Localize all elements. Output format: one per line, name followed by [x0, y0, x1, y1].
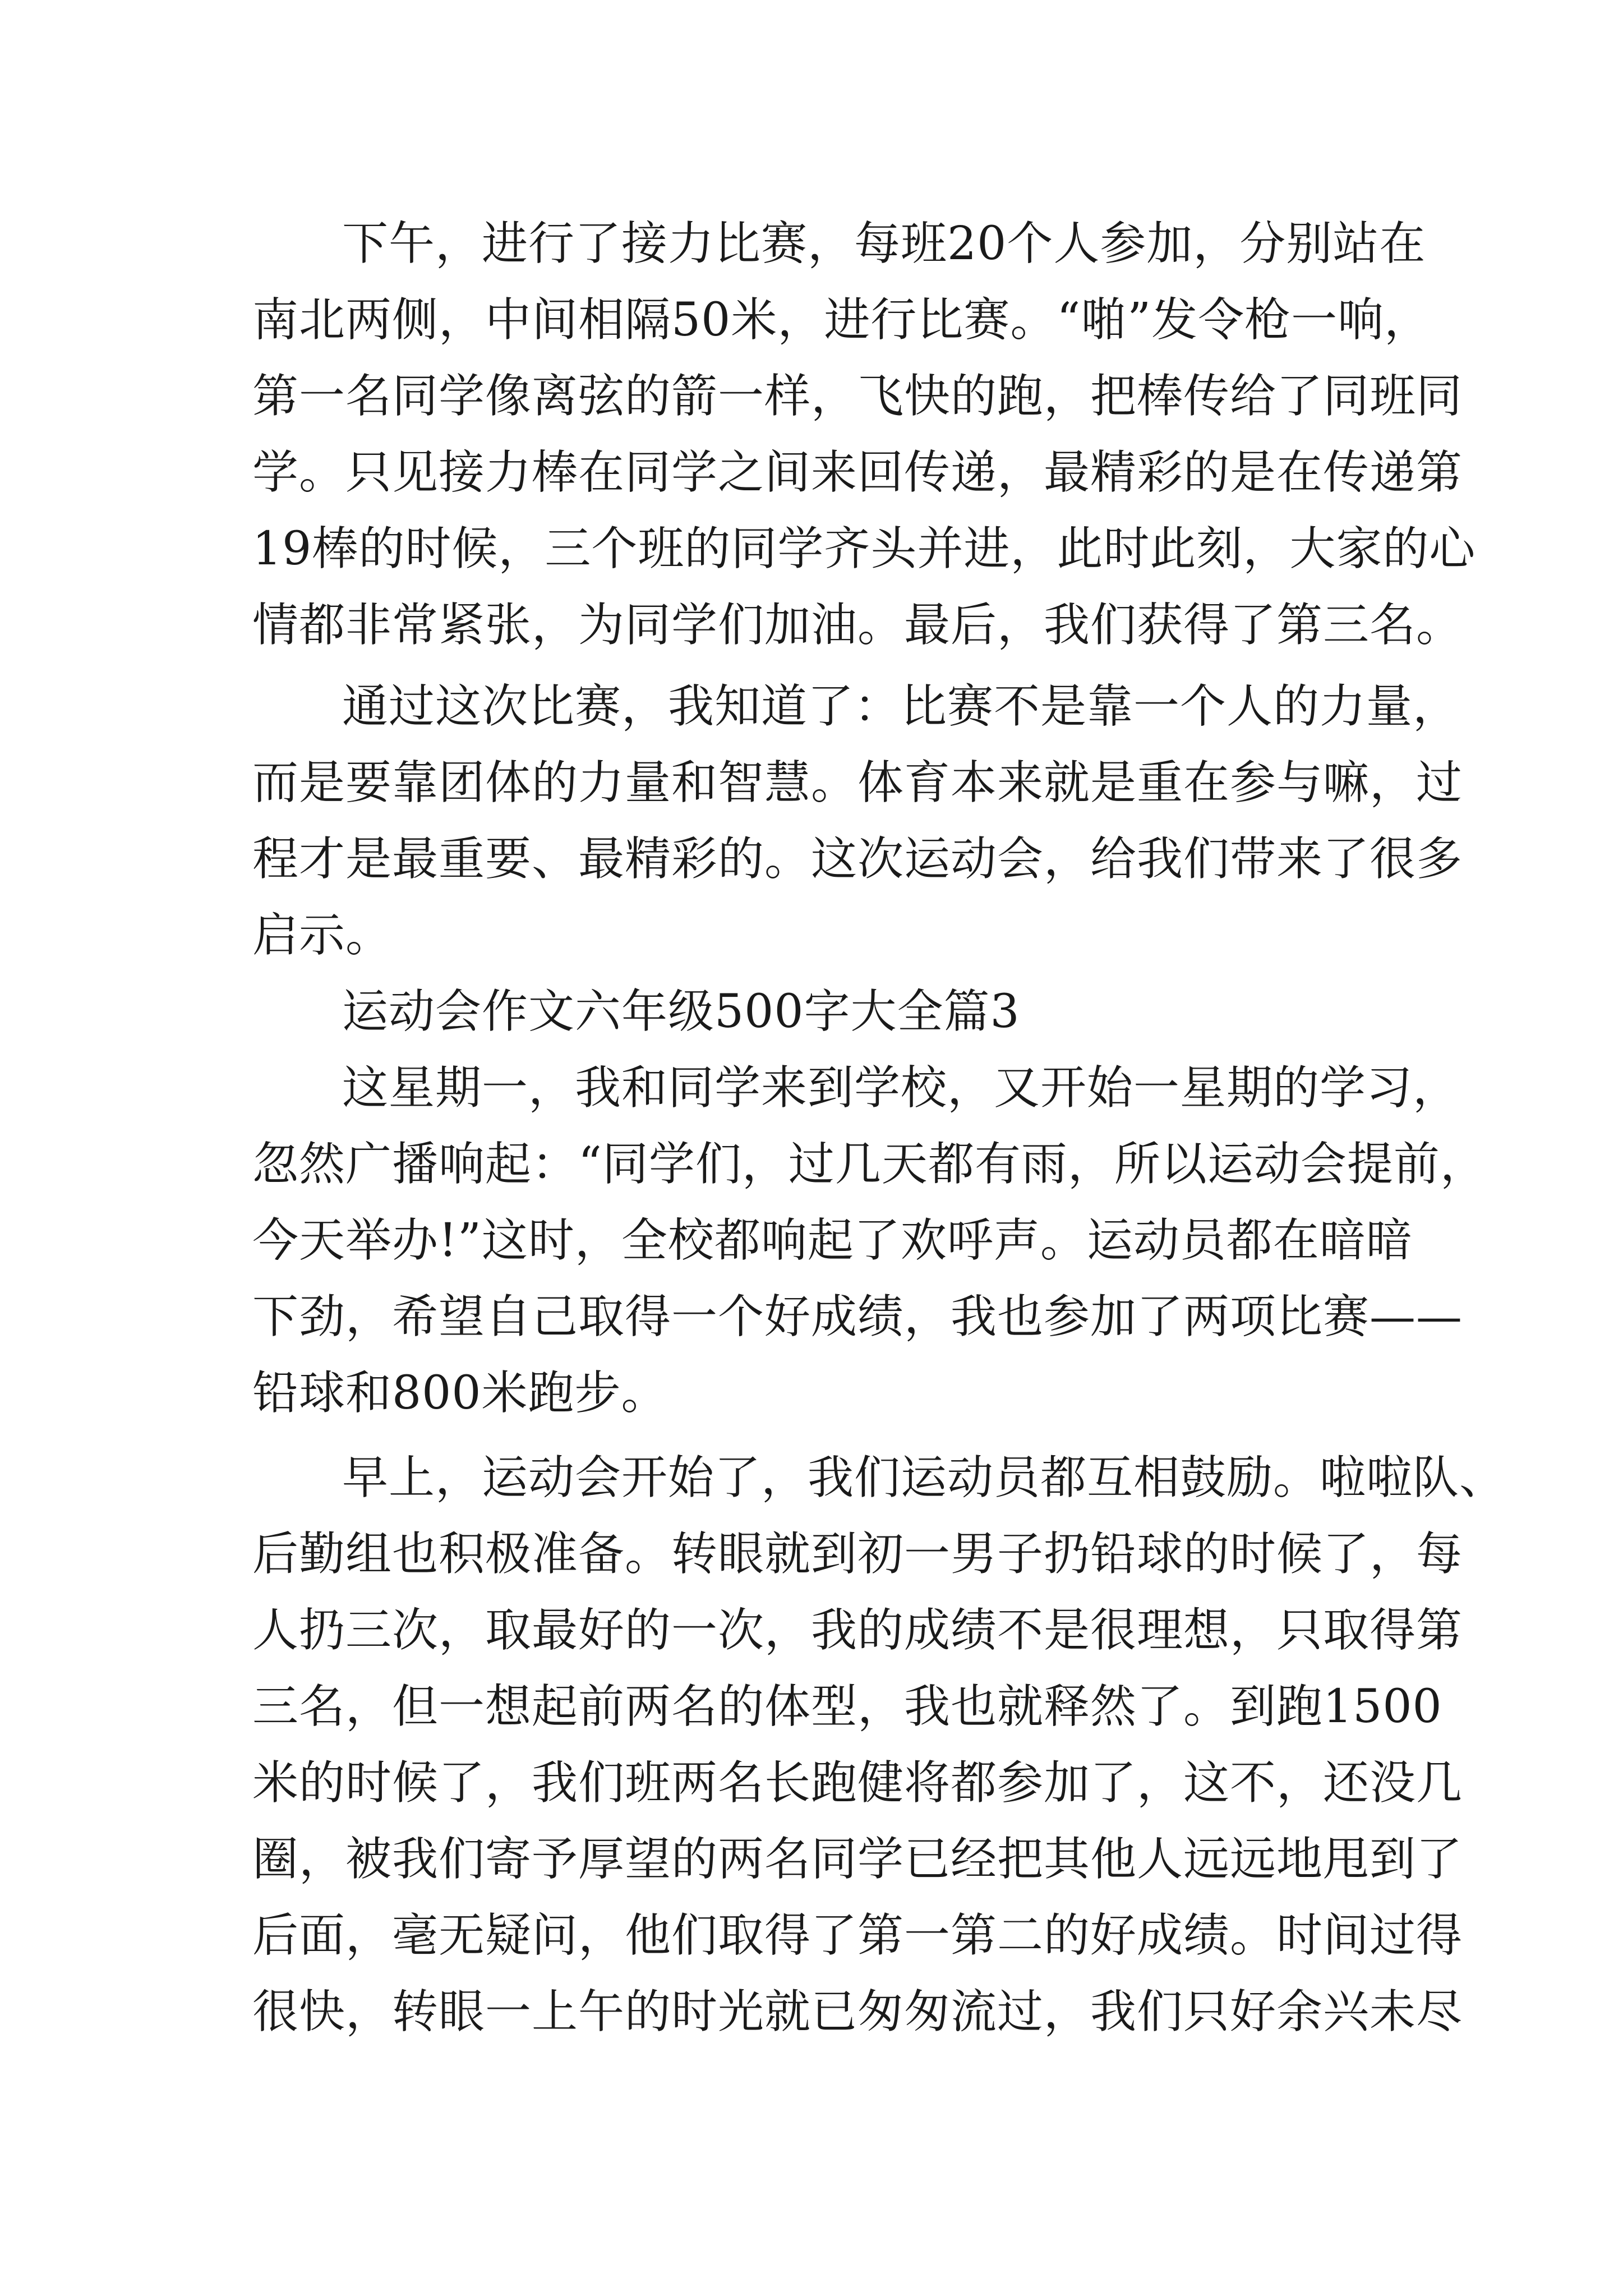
paragraph-line: 这星期一，我和同学来到学校，又开始一星期的学习，: [342, 1061, 1460, 1115]
paragraph-line: 通过这次比赛，我知道了：比赛不是靠一个人的力量，: [342, 680, 1460, 733]
paragraph-line: 程才是最重要、最精彩的。这次运动会，给我们带来了很多: [252, 832, 1463, 886]
paragraph-line: 后勤组也积极准备。转眼就到初一男子扔铅球的时候了，每: [252, 1527, 1463, 1581]
paragraph-line: 19棒的时候，三个班的同学齐头并进，此时此刻，大家的心: [252, 522, 1476, 576]
paragraph-line: 下午，进行了接力比赛，每班20个人参加，分别站在: [342, 217, 1426, 270]
paragraph-line: 忽然广播响起：“同学们，过几天都有雨，所以运动会提前，: [252, 1138, 1487, 1191]
paragraph-line: 人扔三次，取最好的一次，我的成绩不是很理想，只取得第: [252, 1604, 1463, 1657]
section-heading: 运动会作文六年级500字大全篇3: [342, 985, 1020, 1038]
paragraph-line: 下劲，希望自己取得一个好成绩，我也参加了两项比赛——: [252, 1290, 1463, 1343]
paragraph-line: 圈，被我们寄予厚望的两名同学已经把其他人远远地甩到了: [252, 1833, 1463, 1886]
paragraph-line: 情都非常紧张，为同学们加油。最后，我们获得了第三名。: [252, 599, 1463, 652]
paragraph-line: 学。只见接力棒在同学之间来回传递，最精彩的是在传递第: [252, 446, 1463, 499]
paragraph-line: 很快，转眼一上午的时光就已匆匆流过，我们只好余兴未尽: [252, 1985, 1463, 2039]
paragraph-line: 铅球和800米跑步。: [252, 1366, 668, 1420]
paragraph-line: 米的时候了，我们班两名长跑健将都参加了，这不，还没几: [252, 1756, 1463, 1810]
paragraph-line: 后面，毫无疑问，他们取得了第一第二的好成绩。时间过得: [252, 1909, 1463, 1962]
paragraph-line: 早上，运动会开始了，我们运动员都互相鼓励。啦啦队、: [342, 1451, 1506, 1504]
paragraph-line: 而是要靠团体的力量和智慧。体育本来就是重在参与嘛，过: [252, 756, 1463, 809]
paragraph-line: 启示。: [252, 909, 393, 962]
paragraph-line: 今天举办!”这时，全校都响起了欢呼声。运动员都在暗暗: [252, 1214, 1413, 1267]
paragraph-line: 第一名同学像离弦的箭一样，飞快的跑，把棒传给了同班同: [252, 370, 1463, 423]
paragraph-line: 三名，但一想起前两名的体型，我也就释然了。到跑1500: [252, 1680, 1442, 1733]
paragraph-line: 南北两侧，中间相隔50米，进行比赛。“啪”发令枪一响，: [252, 293, 1431, 347]
